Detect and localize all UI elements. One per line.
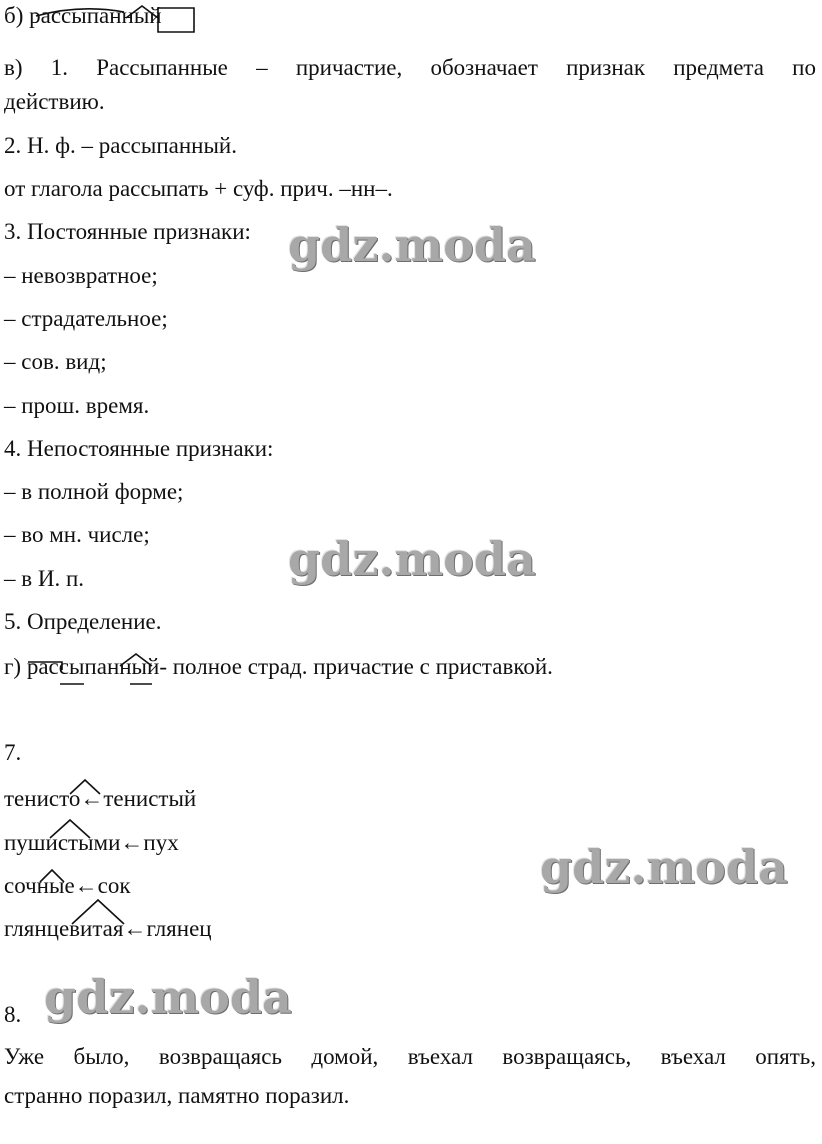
arrow-left-icon: ← [74,873,98,898]
const-feature-item: – прош. время. [4,393,150,418]
item-3-constant-features: 3. Постоянные признаки: [4,219,251,244]
derivation-line: от глагола рассыпать + суф. прич. –нн–. [4,176,393,201]
derived-word: сочные [4,873,75,898]
part-g-word: рассыпанный [26,654,160,679]
arrow-left-icon: ← [123,916,147,941]
arrow-left-icon: ← [120,830,144,855]
derived-word: тенисто [4,786,81,811]
part-g-rest: - полное страд. причастие с приставкой. [159,654,553,679]
const-feature-item: – сов. вид; [4,349,107,374]
part-b-label: б) [4,3,24,28]
derived-word: глянцевитая [4,916,124,941]
watermark-text: gdz.moda [288,532,536,586]
watermark-text: gdz.moda [288,218,536,272]
var-feature-item: – во мн. числе; [4,522,150,547]
ending-box-mark [158,8,194,32]
source-word: глянец [146,916,212,941]
source-word: сок [97,873,131,898]
item-4-variable-features: 4. Непостоянные признаки: [4,436,274,461]
source-word: тенистый [103,786,197,811]
const-feature-item: – страдательное; [4,306,168,331]
task-7-pair [4,785,196,813]
task-7-number: 7. [4,740,22,765]
part-v-line-2: действию. [4,89,105,114]
var-feature-item: – в полной форме; [4,479,184,504]
task-8-line-2: странно поразил, памятно поразил. [4,1083,350,1108]
var-feature-item: – в И. п. [4,566,85,591]
part-g-line [4,653,553,681]
derived-word: пушистыми [4,830,121,855]
task-7-pair [4,829,179,857]
task-8-number: 8. [4,1002,22,1027]
task-7-pair [4,915,212,943]
part-b-word: рассыпанный [29,3,162,28]
part-v-line-1: в) 1. Рассыпанные – причастие, обозначает признак предмета по [4,55,816,80]
item-5-syntactic-role: 5. Определение. [4,609,162,634]
const-feature-item: – невозвратное; [4,263,158,288]
task-7-pair [4,872,131,900]
part-b-line [4,2,162,30]
source-word: пух [143,830,179,855]
item-2-initial-form: 2. Н. ф. – рассыпанный. [4,133,237,158]
watermark-text: gdz.moda [540,840,788,894]
watermark-text: gdz.moda [44,970,292,1024]
arrow-left-icon: ← [80,786,104,811]
task-8-line-1: Уже было, возвращаясь домой, въехал возвращаясь, въехал опять, [4,1044,816,1069]
part-g-label: г) [4,654,22,679]
